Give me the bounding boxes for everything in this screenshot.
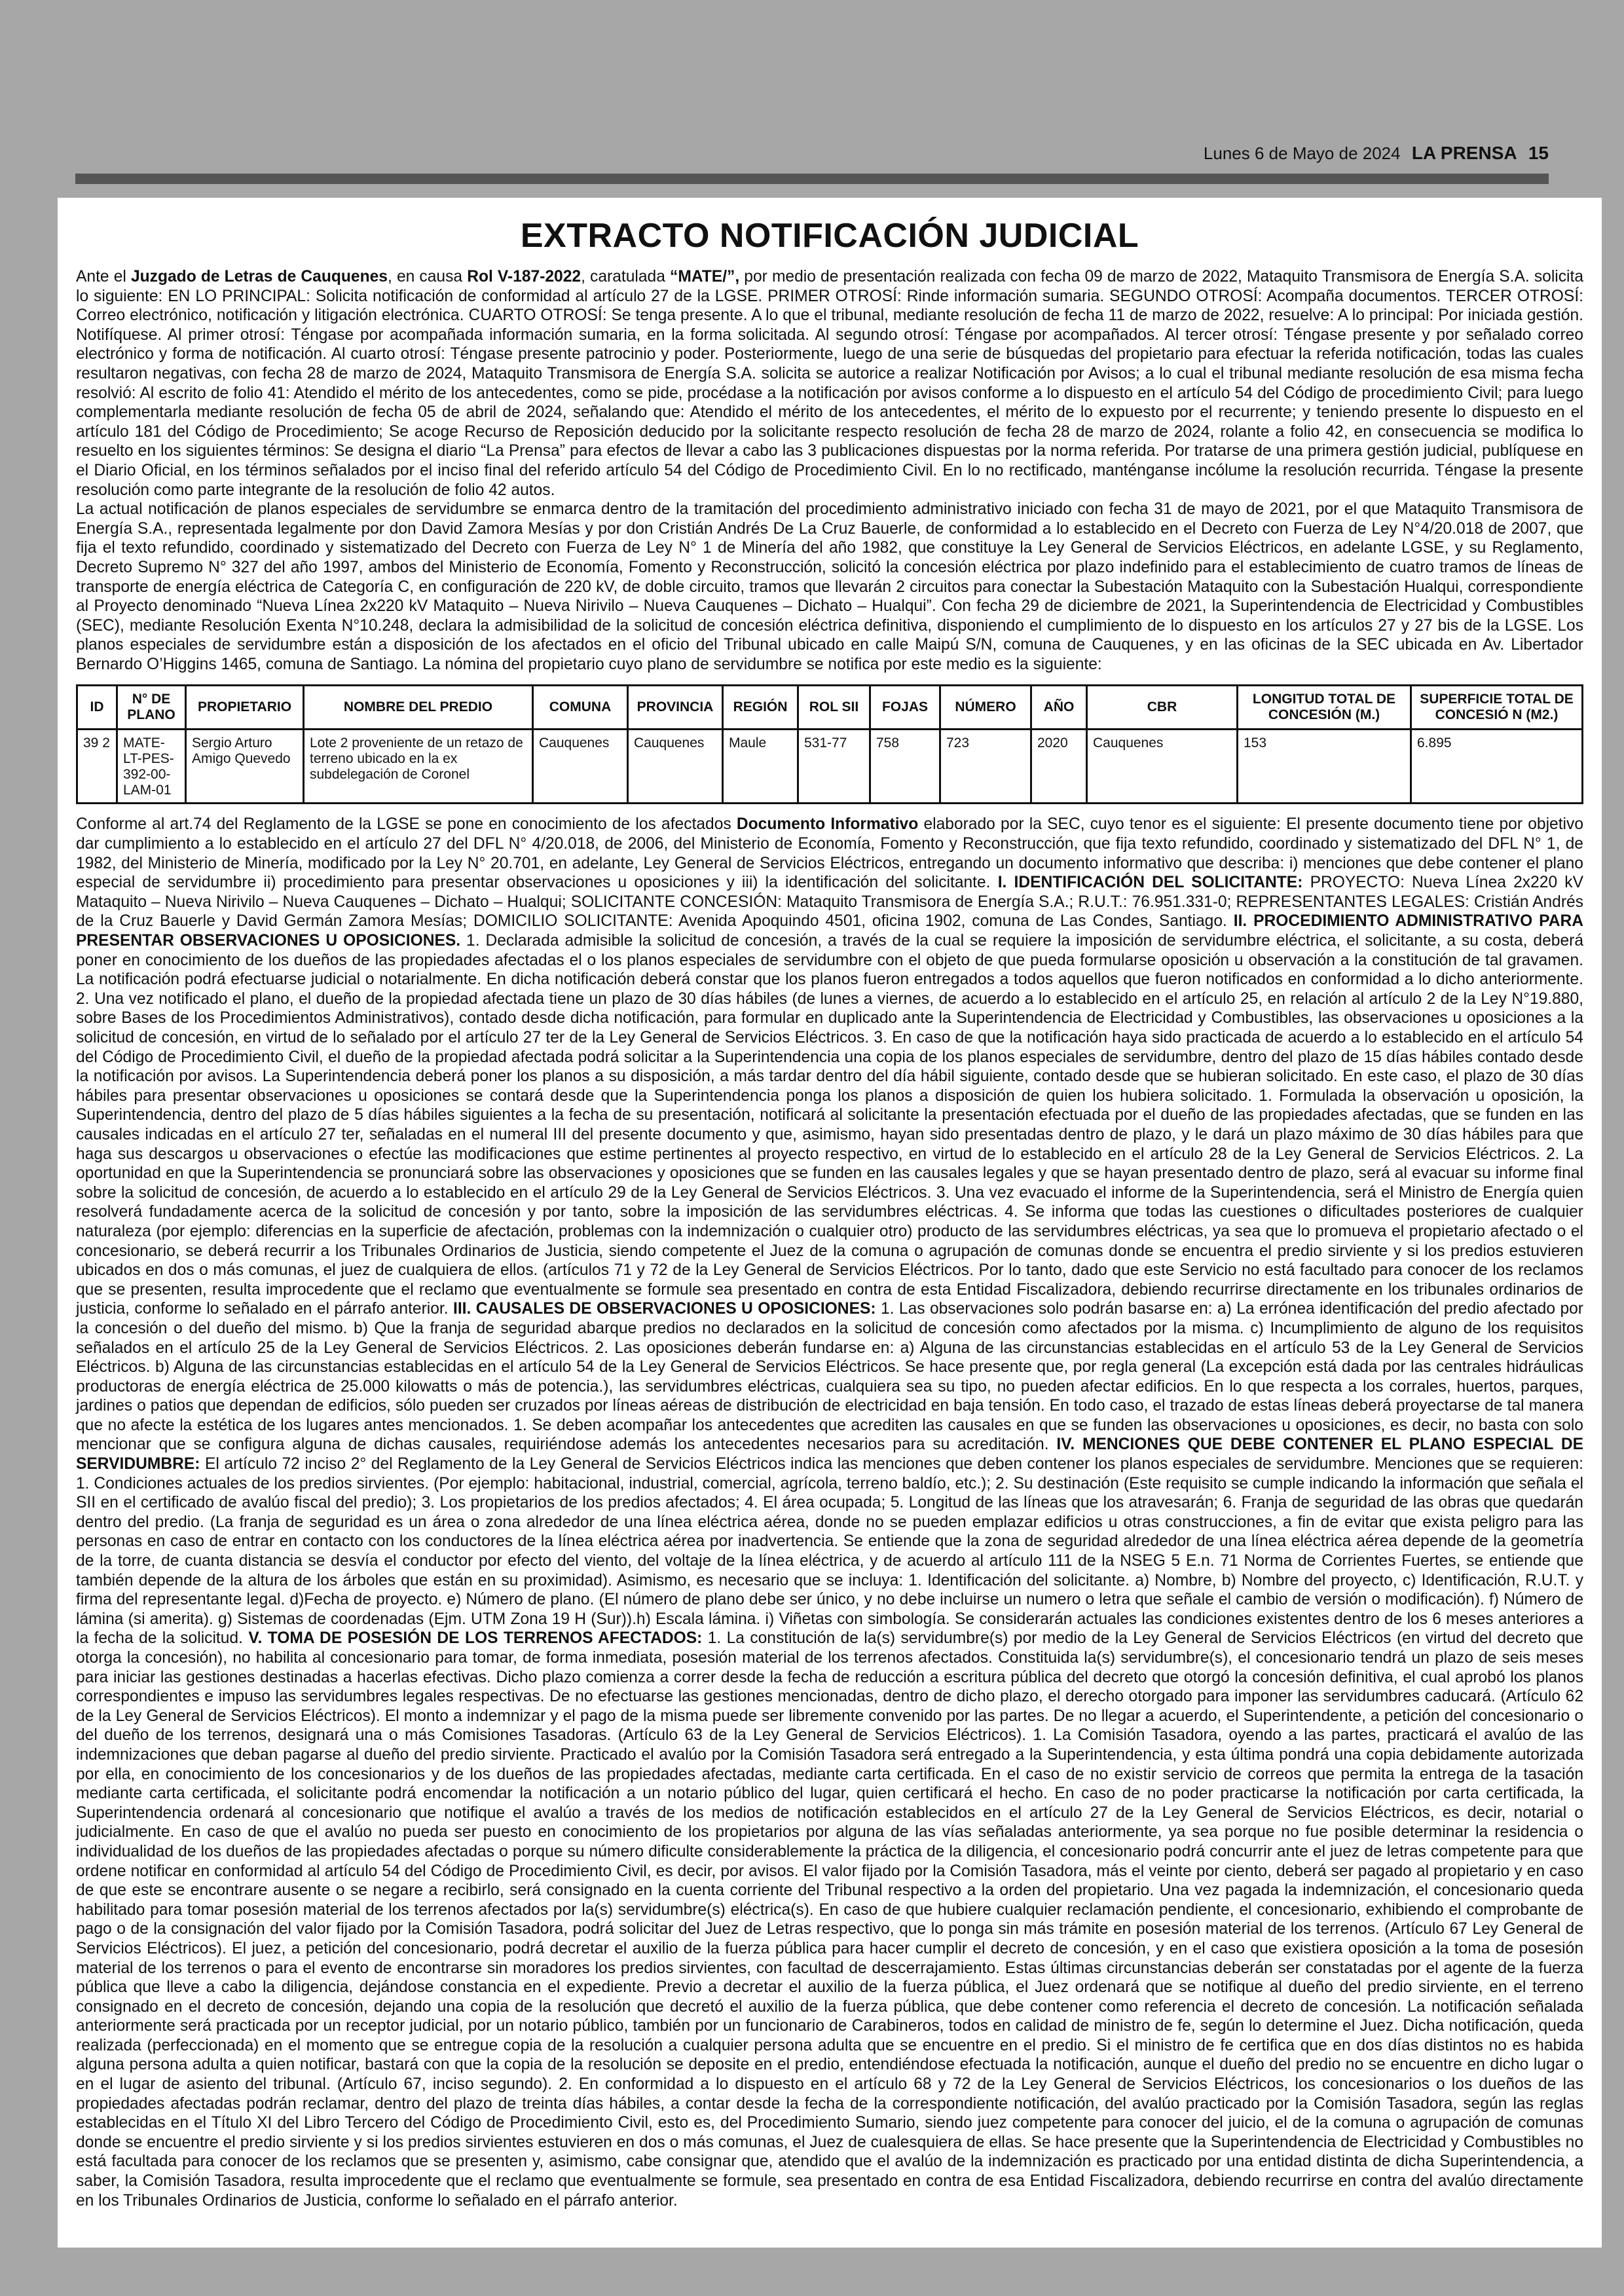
table-cell: 6.895: [1411, 730, 1583, 804]
body-text: PROYECTO: Nueva Línea 2x220 kV Mataquito – Nueva Nirivilo – Nueva Cauquenes – Dichato – Hualqui; SOLICITANTE CONCESIÓN: Mataquito Transmisora de Energía S.A.; R.U.T.: 76.951.331-0; REPRESENTANTES LEGALES: Cristián Andrés de la Cruz Bauerle y David Germán Zamora Mesías; DOMICILIO SOLICITANTE: Avenida Apoquindo 4501, oficina 1902, comuna de Las Condes, Santiago.: [76, 874, 1583, 931]
page-header: [0, 0, 1624, 174]
section-heading-2: II. PROCEDIMIENTO ADMINISTRATIVO PARA PRESENTAR OBSERVACIONES U OPOSICIONES.: [76, 912, 1584, 950]
table-cell: Lote 2 proveniente de un retazo de terreno ubicado en la ex subdelegación de Coronel: [304, 730, 533, 804]
header-page-number: 15: [1528, 143, 1549, 163]
body-text: 1. Declarada admisible la solicitud de concesión, a través de la cual se requiere la imposición de servidumbre eléctrica, el solicitante, a su costa, deberá poner en conocimiento de los dueños de las propiedades afectadas el o los planos especiales de servidumbre con el objeto de que pueda formularse oposición u observación a la constitución de tal gravamen. La notificación podrá efectuarse judicial o notarialmente. En dicha notificación deberá constar que los planos fueron entregados a todos aquellos que fueron notificados en conformidad a lo dicho anteriormente. 2. Una vez notificado el plano, el dueño de la propiedad afectada tiene un plazo de 30 días hábiles (de lunes a viernes, de acuerdo a lo establecido en el artículo 25, en relación al artículo 2 de la Ley N°19.880, sobre Bases de los Procedimientos Administrativos), contado desde dicha notificación, para formular en duplicado ante la Superintendencia de Electricidad y Combustibles, las observaciones u oposiciones a la solicitud de concesión, en virtud de lo señalado por el artículo 27 ter de la Ley General de Servicios Eléctricos. 3. En caso de que la notificación haya sido practicada de acuerdo a lo establecido en el artículo 54 del Código de Procedimiento Civil, el dueño de la propiedad afectada podrá solicitar a la Superintendencia una copia de los planos especiales de servidumbre, dentro del plazo de 15 días hábiles contado desde la notificación por avisos. La Superintendencia deberá poner los planos a su disposición, a más tardar dentro del día hábil siguiente, contado desde que se hubieran solicitado. En este caso, el plazo de 30 días hábiles para presentar observaciones u oposiciones se contará desde que la Superintendencia ponga los planos a disposición de quien los hubiera solicitado. 1. Formulada la observación u oposición, la Superintendencia, dentro del plazo de 5 días hábiles siguientes a la fecha de su presentación, notificará al solicitante la presentación efectuada por el dueño de las propiedades afectadas, que se funden en las causales indicadas en el artículo 27 ter, señaladas en el numeral III del presente documento y que, asimismo, hayan sido presentadas dentro de plazo, y le dará un plazo máximo de 30 días hábiles para que haga sus descargos u observaciones o efectúe las modificaciones que estime pertinentes al proyecto respectivo, en virtud de lo establecido en el artículo 28 de la Ley General de Servicios Eléctricos. 2. La oportunidad en que la Superintendencia se pronunciará sobre las observaciones y oposiciones que se funden en las causales legales y que se hayan presentado dentro de plazo, será al evacuar su informe final sobre la solicitud de concesión, de acuerdo a lo establecido en el artículo 29 de la Ley General de Servicios Eléctricos. 3. Una vez evacuado el informe de la Superintendencia, será el Ministro de Energía quien resolverá fundadamente acerca de la solicitud de concesión y por tanto, sobre la imposición de las servidumbres eléctricas. 4. Se informa que todas las cuestiones o dificultades posteriores de cualquier naturaleza (por ejemplo: diferencias en la superficie de afectación, problemas con la indemnización o cualquier otro) producto de las servidumbres eléctricas, ya sea que lo promueva el propietario afectado o el concesionario, se deberá recurrir a los Tribunales Ordinarios de Justicia, siendo competente el Juez de la comuna o agrupación de comunas donde se encuentra el predio sirviente y si los predios estuvieren ubicados en dos o más comunas, el juez de cualquiera de ellos. (artículos 71 y 72 de la Ley General de Servicios Eléctricos. Por lo tanto, dado que este Servicio no está facultado para conocer de los reclamos que se presenten, resulta improcedente que el reclamo que eventualmente se formule sea presentado en contra de esta Entidad Fiscalizadora, debiendo recurrirse directamente en los tribunales ordinarios de justicia, conforme lo señalado en el párrafo anterior.: [76, 932, 1584, 1318]
section-heading-3: III. CAUSALES DE OBSERVACIONES U OPOSICIONES:: [453, 1300, 876, 1318]
table-cell: 531-77: [798, 730, 870, 804]
table-cell: Cauquenes: [1087, 730, 1238, 804]
table-cell: 758: [870, 730, 940, 804]
col-header: SUPERFICIE TOTAL DE CONCESIÓ N (M2.): [1411, 686, 1583, 730]
col-header: NOMBRE DEL PREDIO: [304, 686, 533, 730]
header-date: Lunes 6 de Mayo de 2024: [1203, 143, 1401, 163]
table-cell: 153: [1238, 730, 1411, 804]
owner-table: [76, 684, 1583, 804]
body-text: El artículo 72 inciso 2° del Reglamento de la Ley General de Servicios Eléctricos indica las menciones que deben contener los planos especiales de servidumbre. Menciones que se requieren: 1. Condiciones actuales de los predios sirvientes. (Por ejemplo: habitacional, industrial, comercial, agrícola, terreno baldío, etc.); 2. Su destinación (Este requisito se cumple indicando la información que señala el SII en el certificado de avalúo fiscal del predio); 3. Los propietarios de los predios afectados; 4. El área ocupada; 5. Longitud de las líneas que los atravesarán; 6. Franja de seguridad de las obras que quedarán dentro del predio. (La franja de seguridad es un área o zona alrededor de una línea eléctrica aérea, donde no se pueden emplazar edificios u otras construcciones, a fin de evitar que exista peligro para las personas en caso de entrar en contacto con los conductores de la línea eléctrica aérea por inadvertencia. Se entiende que la zona de seguridad alrededor de una línea eléctrica aérea depende de la geometría de la torre, de cuanta distancia se desvía el conductor por efecto del viento, del voltaje de la línea eléctrica, y de acuerdo al artículo 111 de la NSEG 5 E.n. 71 Norma de Corrientes Fuertes, se entiende que también depende de la altura de los árboles que están en su proximidad). Asimismo, es necesario que se incluya: 1. Identificación del solicitante. a) Nombre, b) Nombre del proyecto, c) Identificación, R.U.T. y firma del representante legal. d)Fecha de proyecto. e) Número de plano. (El número de plano debe ser único, y no debe incluirse un numero o letra que señale el cambio de versión o modificación). f) Número de lámina (si amerita). g) Sistemas de coordenadas (Ejm. UTM Zona 19 H (Sur)).h) Escala lámina. i) Viñetas con simbología. Se considerarán actuales las condiciones existentes dentro de los 6 meses anteriores a la fecha de la solicitud.: [76, 1455, 1583, 1648]
col-header: AÑO: [1031, 686, 1087, 730]
case-rol: Rol V-187-2022: [467, 268, 581, 286]
intro-paragraph-2: La actual notificación de planos especiales de servidumbre se enmarca dentro de la tramitación del procedimiento administrativo iniciado con fecha 31 de mayo de 2021, por el que Mataquito Transmisora de Energía S.A., representada legalmente por don David Zamora Mesías y por don Cristián Andrés De La Cruz Bauerle, de conformidad a lo establecido en el Decreto con Fuerza de Ley N°4/20.018 de 2007, que fija el texto refundido, coordinado y sistematizado del Decreto con Fuerza de Ley N° 1 de Minería del año 1982, que constituye la Ley General de Servicios Eléctricos, en adelante LGSE, y su Reglamento, Decreto Supremo N° 327 del año 1997, ambos del Ministerio de Economía, Fomento y Reconstrucción, solicitó la concesión eléctrica por plazo indefinido para el establecimiento de cuatro tramos de líneas de transporte de energía eléctrica de Categoría C, en configuración de 220 kV, de doble circuito, tramos que llevarán 2 circuitos para conectar la Subestación Mataquito con la Subestación Hualqui, correspondiente al Proyecto denominado “Nueva Línea 2x220 kV Mataquito – Nueva Nirivilo – Nueva Cauquenes – Dichato – Hualqui”. Con fecha 29 de diciembre de 2021, la Superintendencia de Electricidad y Combustibles (SEC), mediante Resolución Exenta N°10.248, declara la admisibilidad de la solicitud de concesión eléctrica definitiva, disponiendo el cumplimiento de lo dispuesto en los artículos 27 y 27 bis de la LGSE. Los planos especiales de servidumbre están a disposición de los afectados en el oficio del Tribunal ubicado en calle Maipú S/N, comuna de Cauquenes, y en las oficinas de la SEC ubicada en Av. Libertador Bernardo O’Higgins 1465, comuna de Santiago. La nómina del propietario cuyo plano de servidumbre se notifica por este medio es la siguiente:: [76, 500, 1583, 673]
intro-text: Ante el: [76, 268, 131, 286]
table-cell: Cauquenes: [533, 730, 628, 804]
col-header: ROL SII: [798, 686, 870, 730]
intro-text: , en causa: [388, 268, 468, 286]
col-header: NÚMERO: [940, 686, 1031, 730]
col-header: CBR: [1087, 686, 1238, 730]
header-publication: LA PRENSA: [1411, 143, 1517, 163]
intro-text: , caratulada: [581, 268, 671, 286]
table-cell: 39 2: [77, 730, 117, 804]
table-cell: MATE-LT-PES- 392-00-LAM-01: [117, 730, 186, 804]
court-name: Juzgado de Letras de Cauquenes: [130, 268, 388, 286]
document-title: EXTRACTO NOTIFICACIÓN JUDICIAL: [520, 217, 1139, 255]
body-text: Conforme al art.74 del Reglamento de la LGSE se pone en conocimiento de los afectados: [76, 815, 737, 834]
intro-paragraph-1: [76, 267, 1583, 500]
header-rule: [75, 174, 1549, 184]
col-header: PROPIETARIO: [186, 686, 304, 730]
table-cell: 2020: [1031, 730, 1087, 804]
body-text: 1. La constitución de la(s) servidumbre(s) por medio de la Ley General de Servicios Eléctricos (en virtud del decreto que otorga la concesión), no habilita al concesionario para tomar, de forma inmediata, posesión material de los terrenos afectados. Constituida la(s) servidumbre(s), el concesionario tendrá un plazo de seis meses para iniciar las gestiones destinadas a hacerlas efectivas. Dicho plazo comienza a correr desde la fecha de reducción a escritura pública del decreto que otorgó la concesión definitiva, el cual aprobó los planos correspondientes e impuso las servidumbres legales respectivas. De no efectuarse las gestiones mencionadas, dentro de dicho plazo, el derecho otorgado para imponer las servidumbres caducará. (Artículo 62 de la Ley General de Servicios Eléctricos). El monto a indemnizar y el pago de la misma puede ser libremente convenido por las partes. De no llegar a acuerdo, el Superintendente, a petición del concesionario o del dueño de los terrenos, designará una o más Comisiones Tasadoras. (Artículo 63 de la Ley General de Servicios Eléctricos). 1. La Comisión Tasadora, oyendo a las partes, practicará el avalúo de las indemnizaciones que deban pagarse al dueño del predio sirviente. Practicado el avalúo por la Comisión Tasadora será entregado a la Superintendencia, y esta última pondrá una copia debidamente autorizada por ella, en conocimiento de los concesionarios y de los dueños de las propiedades afectadas, mediante carta certificada. En el caso de no existir servicio de correos que permita la entrega de la tasación mediante carta certificada, el solicitante podrá encomendar la notificación a un notario público del lugar, quien certificará el hecho. En caso de no poder practicarse la notificación por carta certificada, la Superintendencia ordenará al concesionario que notifique el avalúo a través de los medios de notificación establecidos en el artículo 27 de la Ley General de Servicios Eléctricos, es decir, notarial o judicialmente. En caso de que el avalúo no pueda ser puesto en conocimiento de los propietarios por alguna de las vías señaladas anteriormente, ya sea porque no fue posible determinar la residencia o individualidad de los dueños de las propiedades afectadas o porque su número dificulte considerablemente la práctica de la diligencia, el concesionario podrá concurrir ante el juez de letras competente para que ordene notificar en conformidad al artículo 54 del Código de Procedimiento Civil, es decir, por avisos. El valor fijado por la Comisión Tasadora, más el veinte por ciento, deberá ser pagado al propietario y en caso de que este se encontrare ausente o se negare a recibirlo, será consignado en la cuenta corriente del Tribunal respectivo a la orden del propietario. Una vez pagada la indemnización, el concesionario queda habilitado para tomar posesión material de los terrenos afectados por la(s) servidumbre(s) eléctrica(s). En caso de que hubiere cualquier reclamación pendiente, el concesionario, exhibiendo el comprobante de pago o de la consignación del valor fijado por la Comisión Tasadora, podrá solicitar del Juez de Letras respectivo, que lo ponga sin más trámite en posesión material de los terrenos. (Artículo 67 Ley General de Servicios Eléctricos). El juez, a petición del concesionario, podrá decretar el auxilio de la fuerza pública para hacer cumplir el decreto de concesión, y en el caso que existiera oposición a la toma de posesión material de los terrenos o para el evento de encontrarse sin moradores los predios sirvientes, con facultad de descerrajamiento. Estas últimas circunstancias deberán ser constatadas por el agente de la fuerza pública que lleve a cabo la diligencia, dejándose constancia en el expediente. Previo a decretar el auxilio de la fuerza pública, el Juez ordenará que se notifique al dueño del predio sirviente, en el terreno consignado en el decreto de concesión, dejando una copia de la resolución que decretó el auxilio de la fuerza pública, que debe contener como referencia el decreto de concesión. La notificación señalada anteriormente será practicada por un receptor judicial, por un notario público, también por un funcionario de Carabineros, todos en calidad de ministro de fe, según lo determine el Juez. Dicha notificación, queda realizada (perfeccionada) en el momento que se entregue copia de la resolución a cualquier persona adulta que se encuentre en el predio. Si el ministro de fe certifica que en dos días distintos no es habida alguna persona adulta a quien notificar, bastará con que la copia de la resolución se deposite en el predio, entendiéndose efectuada la notificación, aunque el dueño del predio no se encuentre en dicho lugar o en el lugar de asiento del tribunal. (Artículo 67, inciso segundo). 2. En conformidad a lo dispuesto en el artículo 68 y 72 de la Ley General de Servicios Eléctricos, los concesionarios o los dueños de las propiedades afectadas podrán reclamar, dentro del plazo de treinta días hábiles, a contar desde la fecha de la correspondiente notificación, del avalúo practicado por la Comisión Tasadora, según las reglas establecidas en el Título XI del Libro Tercero del Código de Procedimiento Civil, esto es, del Procedimiento Sumario, siendo juez competente para conocer del juicio, el de la comuna o agrupación de comunas donde se encuentre el predio sirviente y si los predios sirvientes estuvieren en dos o más comunas, el Juez de cualesquiera de ellas. Se hace presente que la Superintendencia de Electricidad y Combustibles no está facultada para conocer de los reclamos que se presenten y, asimismo, cabe consignar que, atendido que el avalúo de la indemnización es practicado por una entidad distinta de dicha Superintendencia, a saber, la Comisión Tasadora, resulta improcedente que el reclamo que eventualmente se formule, sea presentado en contra de esa Entidad Fiscalizadora, debiendo recurrirse en contra del avalúo directamente en los Tribunales Ordinarios de Justicia, conforme lo señalado en el párrafo anterior.: [76, 1629, 1583, 2210]
col-header: LONGITUD TOTAL DE CONCESIÓN (M.): [1238, 686, 1411, 730]
section-heading-5: V. TOMA DE POSESIÓN DE LOS TERRENOS AFECTADOS:: [248, 1629, 703, 1648]
bold-term: Documento Informativo: [736, 815, 919, 834]
notice-sheet: [58, 198, 1602, 2248]
header-line: [1204, 143, 1549, 164]
table-cell: Sergio Arturo Amigo Quevedo: [186, 730, 304, 804]
table-cell: Cauquenes: [628, 730, 723, 804]
col-header: PROVINCIA: [628, 686, 723, 730]
body-text: 1. Las observaciones solo podrán basarse en: a) La errónea identificación del predio afectado por la concesión o del dueño del mismo. b) Que la franja de seguridad abarque predios no declarados en la solicitud de concesión como afectados por la misma. c) Incumplimiento de alguno de los requisitos señalados en el artículo 25 de la Ley General de Servicios Eléctricos. 2. Las oposiciones deberán fundarse en: a) Alguna de las circunstancias establecidas en el artículo 53 de la Ley General de Servicios Eléctricos. b) Alguna de las circunstancias establecidas en el artículo 54 de la Ley General de Servicios Eléctricos. Se hace presente que, por regla general (La excepción está dada por las centrales hidráulicas productoras de energía eléctrica de 25.000 kilowatts o más de potencia.), las servidumbres eléctricas, cualquiera sea su tipo, no pueden afectar edificios. En lo que respecta a los corrales, huertos, parques, jardines o patios que dependan de edificios, sólo pueden ser cruzados por líneas aéreas de distribución de electricidad en baja tensión. En todo caso, el trazado de estas líneas deberá proyectarse de tal manera que no afecte la estética de los lugares antes mencionados. 1. Se deben acompañar los antecedentes que acrediten las causales en que se funden las observaciones u oposiciones, es decir, no basta con solo mencionar que se configura alguna de dichas causales, requiriéndose además los antecedentes necesarios para su acreditación.: [76, 1300, 1583, 1454]
body-text: elaborado por la SEC, cuyo tenor es el siguiente: El presente documento tiene por objetivo dar cumplimiento a lo establecido en el artículo 27 del DFL N° 4/20.018, de 2006, del Ministerio de Economía, Fomento y Reconstrucción, que fija texto refundido, coordinado y sistematizado del DFL N° 1, de 1982, del Ministerio de Minería, modificado por la Ley N° 20.701, en adelante, Ley General de Servicios Eléctricos, entregando un documento informativo que describa: i) menciones que debe contener el plano especial de servidumbre ii) procedimiento para presentar observaciones u oposiciones y iii) la identificación del solicitante.: [76, 815, 1583, 892]
col-header: REGIÓN: [723, 686, 798, 730]
table-row: [77, 730, 1583, 804]
section-heading-1: I. IDENTIFICACIÓN DEL SOLICITANTE:: [997, 874, 1303, 892]
table-cell: Maule: [723, 730, 798, 804]
informative-document-text: [76, 815, 1583, 2210]
col-header: COMUNA: [533, 686, 628, 730]
col-header: ID: [77, 686, 117, 730]
table-cell: 723: [940, 730, 1031, 804]
col-header: N° DE PLANO: [117, 686, 186, 730]
section-heading-4: IV. MENCIONES QUE DEBE CONTENER EL PLANO ESPECIAL DE SERVIDUMBRE:: [76, 1435, 1583, 1473]
intro-text: por medio de presentación realizada con fecha 09 de marzo de 2022, Mataquito Transmisora de Energía S.A. solicita lo siguiente: EN LO PRINCIPAL: Solicita notificación de conformidad al artículo 27 de la LGSE. PRIMER OTROSÍ: Rinde información sumaria. SEGUNDO OTROSÍ: Acompaña documentos. TERCER OTROSÍ: Correo electrónico, notificación y litigación electrónica. CUARTO OTROSÍ: Se tenga presente. A lo que el tribunal, mediante resolución de fecha 11 de marzo de 2022, resuelve: A lo principal: Por iniciada gestión. Notifíquese. Al primer otrosí: Téngase por acompañada información sumaria, en la forma solicitada. Al segundo otrosí: Téngase por acompañados. Al tercer otrosí: Téngase presente y por señalado correo electrónico y forma de notificación. Al cuarto otrosí: Téngase presente patrocinio y poder. Posteriormente, luego de una serie de búsquedas del propietario para efectuar la referida notificación, todas las cuales resultaron negativas, con fecha 28 de marzo de 2024, Mataquito Transmisora de Energía S.A. solicita se autorice a realizar Notificación por Avisos; a lo cual el tribunal mediante resolución de esa misma fecha resolvió: Al escrito de folio 41: Atendido el mérito de los antecedentes, como se pide, procédase a la notificación por avisos conforme a lo dispuesto en el artículo 54 del Código de procedimiento Civil; para luego complementarla mediante resolución de fecha 05 de abril de 2024, señalando que: Atendido el mérito de los antecedentes, el mérito de lo expuesto por el recurrente; y teniendo presente lo dispuesto en el artículo 181 del Código de Procedimiento; Se acoge Recurso de Reposición deducido por la solicitante respecto resolución de fecha 28 de marzo de 2024, rolante a folio 42, en consecuencia se modifica lo resuelto en los siguientes términos: Se designa el diario “La Prensa” para efectos de llevar a cabo las 3 publicaciones dispuestas por la norma referida. Por tratarse de una primera gestión judicial, publíquese en el Diario Oficial, en los términos señalados por el inciso final del referido artículo 54 del Código de Procedimiento Civil. En lo no rectificado, manténganse incólume la resolución recurrida. Téngase la presente resolución como parte integrante de la resolución de folio 42 autos.: [76, 268, 1584, 499]
col-header: FOJAS: [870, 686, 940, 730]
case-caratula: “MATE/”,: [670, 268, 740, 286]
table-header-row: [77, 686, 1583, 730]
